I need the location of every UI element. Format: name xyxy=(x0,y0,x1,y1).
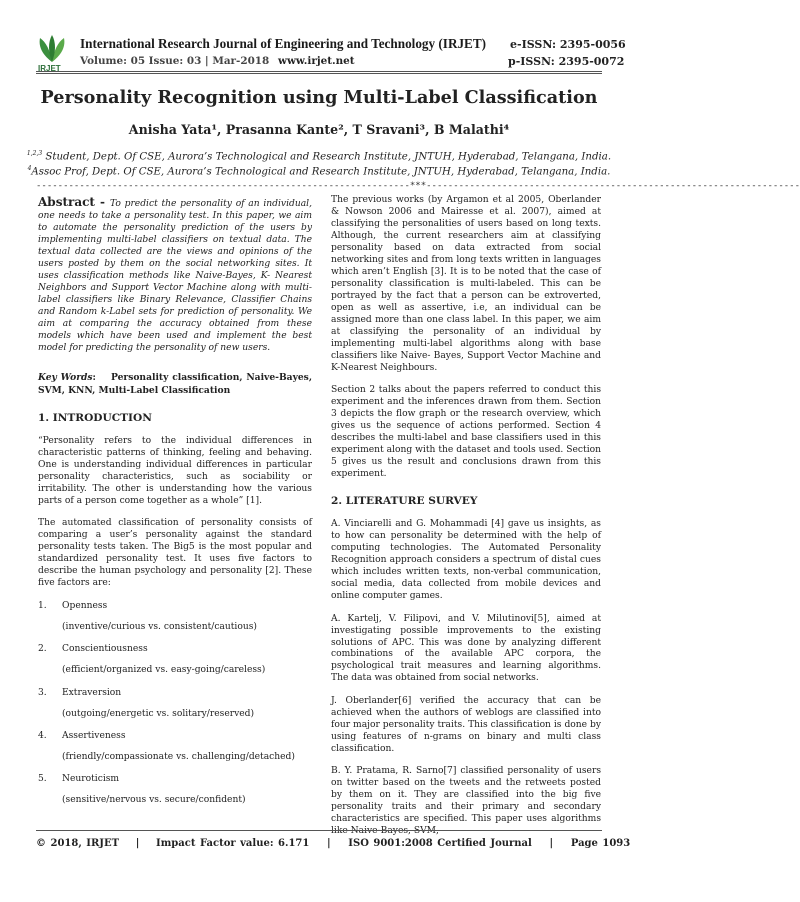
aff-sup: 1,2,3 xyxy=(26,150,43,157)
footer-divider: | xyxy=(549,838,554,849)
footer-rule xyxy=(36,830,602,831)
list-item xyxy=(38,644,312,677)
paragraph: Section 2 talks about the papers referred to conduct this experiment and the inferences drawn from them. Section 3 depicts the flow graph or the research overview, which gives us the sequence of actions performed. Section 4 describes the multi-label and base classifiers used in this experiment along with the dataset and tools used. Section 5 gives us the result and conclusions drawn from this experiment. xyxy=(331,385,601,480)
literature-heading: 2. LITERATURE SURVEY xyxy=(331,495,478,508)
aff-text: Assoc Prof, Dept. Of CSE, Aurora’s Technological and Research Institute, JNTUH, Hyderabad, Telangana, India. xyxy=(31,166,611,178)
intro-paragraph-1: “Personality refers to the individual differences in characteristic patterns of thinking, feeling and behaving. One is understanding individual differences in particular personality characteristics, such as sociability or irritability. The other is understanding how the various parts of a person come together as a whole” [1]. xyxy=(38,435,312,506)
aff-text: Student, Dept. Of CSE, Aurora’s Technological and Research Institute, JNTUH, Hyderabad, Telangana, India. xyxy=(42,151,612,163)
impact-factor: Impact Factor value: 6.171 xyxy=(156,838,310,849)
keywords-label: Key Words xyxy=(38,371,93,383)
paragraph: A. Vinciarelli and G. Mohammadi [4] gave us insights, as to how can personality be determined with the help of computing technologies. The Automated Personality Recognition approach considers a spectrum of distal cues which includes written texts, non-verbal communication, social media, data collected from mobile devices and online computer games. xyxy=(331,519,601,602)
page-footer xyxy=(36,838,631,849)
leaf-logo-icon xyxy=(34,34,70,64)
left-column xyxy=(38,195,312,818)
list-number: 5. xyxy=(38,774,47,785)
paragraph: B. Y. Pratama, R. Sarno[7] classified personality of users on twitter based on the tweets and the retweets posted by them on it. They are classified into the big five personality traits and their primary and secondary characteristics are specified. This paper uses algorithms like Naive-Bayes, SVM, xyxy=(331,766,601,837)
footer-divider: | xyxy=(135,838,140,849)
p-issn: p-ISSN: 2395-0072 xyxy=(508,55,625,68)
aff-sup: 4 xyxy=(27,165,32,172)
journal-name: International Research Journal of Engineering and Technology (IRJET) xyxy=(80,36,487,51)
page-number: Page 1093 xyxy=(570,838,631,849)
factor-desc: (outgoing/energetic vs. solitary/reserved) xyxy=(62,708,255,719)
intro-paragraph-2: The automated classification of personality consists of comparing a user’s personality against the standard personality tests taken. The Big5 is the most popular and standardized personality test. It uses five factors to describe the human psychology and personality [2]. These five factors are: xyxy=(38,518,312,589)
abstract-text: To predict the personality of an individual, one needs to take a personality test. In this paper, we aim to automate the personality prediction of the users by implementing multi-label classifiers on textual data. The textual data collected are the views and opinions of the users posted by them on the social networking sites. It uses classification methods like Naive-Bayes, K- Nearest Neighbors and Support Vector Machine along with multi-label classifiers like Binary Relevance, Classifier Chains and Random k-Label sets for prediction of personality. We aim at comparing the accuracy obtained from these models which have been used and implement the best model for predicting the personality of new users. xyxy=(38,199,312,353)
factor-desc: (efficient/organized vs. easy-going/careless) xyxy=(62,665,266,676)
paragraph: A. Kartelj, V. Filipovi, and V. Milutinovi[5], aimed at investigating possible improvements to the existing solutions of APC. This was done by analyzing different combinations of the available APC corpora, the psychological trait measures and learning algorithms. The data was obtained from social networks. xyxy=(331,613,601,684)
volume-issue: Volume: 05 Issue: 03 | Mar-2018 xyxy=(80,55,270,67)
paragraph: The previous works (by Argamon et al 2005, Oberlander & Nowson 2006 and Mairesse et al. 2007), aimed at classifying the personalities of users based on long texts. Although, the current researchers aim at classifying personality based on data extracted from social networking sites and from long texts written in languages which aren’t English [3]. It is to be noted that the case of personality classification is multi-labeled. This can be portrayed by the fact that a person can be extroverted, open as well as assertive, i.e, an individual can be assigned more than one class label. In this paper, we aim at classifying the personality of an individual by implementing multi-label algorithms along with base classifiers like Naive- Bayes, Support Vector Machine and K-Nearest Neighbours. xyxy=(331,195,601,373)
list-number: 3. xyxy=(38,687,47,698)
factor-name: Neuroticism xyxy=(62,774,120,785)
list-item xyxy=(38,731,312,764)
logo-text: IRJET xyxy=(38,64,61,73)
keywords xyxy=(38,372,312,398)
list-item xyxy=(38,688,312,721)
factor-desc: (friendly/compassionate vs. challenging/detached) xyxy=(62,751,295,762)
paragraph: J. Oberlander[6] verified the accuracy that can be achieved when the authors of weblogs are classified into four major personality traits. This classification is done by using features of n-grams on binary and multi class classification. xyxy=(331,695,601,754)
factor-name: Assertiveness xyxy=(62,730,126,741)
list-number: 1. xyxy=(38,600,47,611)
factor-name: Openness xyxy=(62,600,108,611)
e-issn: e-ISSN: 2395-0056 xyxy=(510,38,626,51)
factor-desc: (sensitive/nervous vs. secure/confident) xyxy=(62,795,246,806)
list-number: 2. xyxy=(38,644,47,655)
footer-divider: | xyxy=(326,838,331,849)
iso-certification: ISO 9001:2008 Certified Journal xyxy=(348,838,532,849)
authors: Anisha Yata¹, Prasanna Kante², T Sravani³, B Malathi⁴ xyxy=(128,122,510,137)
intro-heading: 1. INTRODUCTION xyxy=(38,411,152,424)
affiliation-students xyxy=(0,150,638,162)
list-number: 4. xyxy=(38,730,47,741)
big5-factor-list xyxy=(38,601,312,808)
section-separator: ---------------------------------------------------------------------***--------------------------------------------------------------------- xyxy=(36,181,800,191)
factor-desc: (inventive/curious vs. consistent/cautious) xyxy=(62,621,257,632)
affiliation-professor xyxy=(0,165,638,177)
factor-name: Extraversion xyxy=(62,687,122,698)
paper-title: Personality Recognition using Multi-Label Classification xyxy=(40,87,598,108)
keywords-text: : Personality classification, Naive-Bayes, SVM, KNN, Multi-Label Classification xyxy=(38,371,312,396)
factor-name: Conscientiousness xyxy=(62,644,148,655)
website-link[interactable]: www.irjet.net xyxy=(278,55,355,67)
right-column xyxy=(331,195,601,849)
list-item xyxy=(38,774,312,807)
header-rule xyxy=(36,71,602,74)
abstract xyxy=(38,195,312,355)
list-item xyxy=(38,601,312,634)
abstract-label: Abstract - xyxy=(38,195,110,209)
copyright: © 2018, IRJET xyxy=(36,838,120,849)
